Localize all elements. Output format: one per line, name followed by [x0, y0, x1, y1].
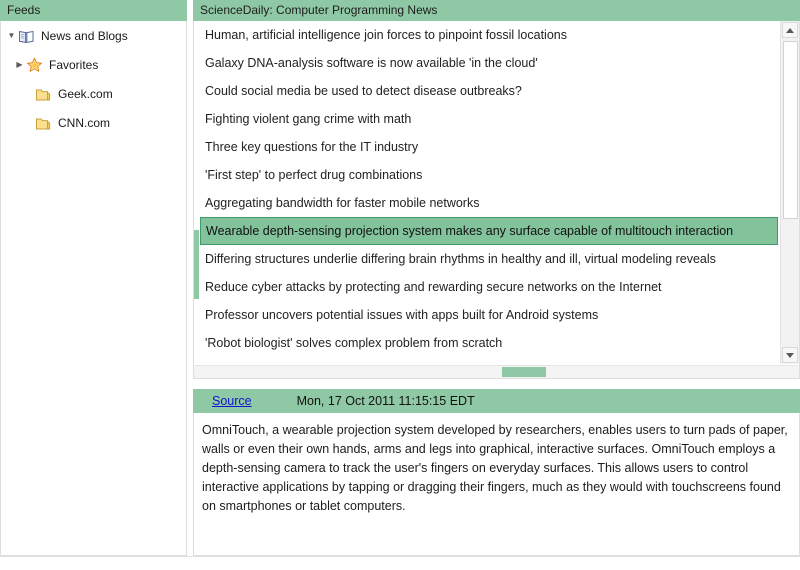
article-list-horizontal-scrollbar[interactable]: [194, 365, 799, 378]
folder-icon: [35, 116, 52, 130]
feeds-pane: [0, 0, 187, 556]
list-item[interactable]: Fighting violent gang crime with math: [205, 112, 412, 126]
list-item[interactable]: Reduce cyber attacks by protecting and rewarding secure networks on the Internet: [205, 280, 662, 294]
tree-item-label: Favorites: [49, 57, 99, 72]
tree-item-geek-com[interactable]: [1, 79, 186, 108]
list-item[interactable]: Differing structures underlie differing brain rhythms in healthy and ill, virtual modeling reveals: [205, 252, 716, 266]
tree-item-label: CNN.com: [58, 115, 111, 130]
chevron-right-icon[interactable]: ▶: [16, 59, 23, 69]
list-item[interactable]: Professor uncovers potential issues with apps built for Android systems: [205, 308, 599, 322]
scroll-up-arrow-icon[interactable]: [782, 22, 798, 38]
feeds-pane-header: Feeds: [0, 0, 187, 21]
article-list-vertical-scrollbar[interactable]: [780, 21, 799, 364]
article-detail-pane: [193, 389, 800, 556]
source-link[interactable]: Source: [212, 394, 252, 408]
article-list-header: ScienceDaily: Computer Programming News: [193, 0, 800, 21]
chevron-down-icon[interactable]: ▼: [7, 30, 16, 40]
scroll-down-arrow-icon[interactable]: [782, 347, 798, 363]
article-detail-body: [193, 413, 800, 556]
article-date: Mon, 17 Oct 2011 11:15:15 EDT: [296, 394, 475, 408]
list-item[interactable]: Could social media be used to detect disease outbreaks?: [205, 84, 522, 98]
article-detail-toolbar: [193, 389, 800, 413]
article-list[interactable]: [200, 21, 779, 364]
list-item-selected[interactable]: Wearable depth-sensing projection system makes any surface capable of multitouch interaction: [200, 217, 778, 245]
list-item[interactable]: Galaxy DNA-analysis software is now available 'in the cloud': [205, 56, 538, 70]
article-list-pane: [193, 0, 800, 379]
list-item[interactable]: Human, artificial intelligence join forces to pinpoint fossil locations: [205, 28, 567, 42]
horizontal-scroll-thumb[interactable]: [502, 367, 546, 377]
tree-item-news-and-blogs[interactable]: [1, 21, 186, 50]
list-item[interactable]: Three key questions for the IT industry: [205, 140, 419, 154]
vertical-scroll-thumb[interactable]: [783, 41, 798, 219]
article-list-body: [193, 21, 800, 379]
tree-item-label: News and Blogs: [41, 28, 128, 43]
list-item[interactable]: 'First step' to perfect drug combinations: [205, 168, 423, 182]
book-icon: [18, 29, 35, 43]
feeds-tree[interactable]: [0, 21, 187, 556]
list-item[interactable]: Aggregating bandwidth for faster mobile networks: [205, 196, 480, 210]
tree-item-cnn-com[interactable]: [1, 108, 186, 137]
tree-item-favorites[interactable]: [1, 50, 186, 79]
article-body-text: OmniTouch, a wearable projection system developed by researchers, enables users to turn pads of paper, walls or even their own hands, arms and legs into graphical, interactive surfaces. OmniTouch employs a depth-sensing camera to track the user's fingers on everyday surfaces. This allows users to control interactive applications by tapping or dragging their fingers, much as they would with touchscreens found on smartphones or tablet computers.: [202, 423, 788, 513]
list-left-scroll-thumb[interactable]: [194, 230, 199, 299]
window-bottom-edge: [0, 556, 800, 570]
tree-item-label: Geek.com: [58, 86, 113, 101]
folder-icon: [35, 87, 52, 101]
list-item[interactable]: 'Robot biologist' solves complex problem from scratch: [205, 336, 503, 350]
star-icon: [26, 57, 43, 73]
